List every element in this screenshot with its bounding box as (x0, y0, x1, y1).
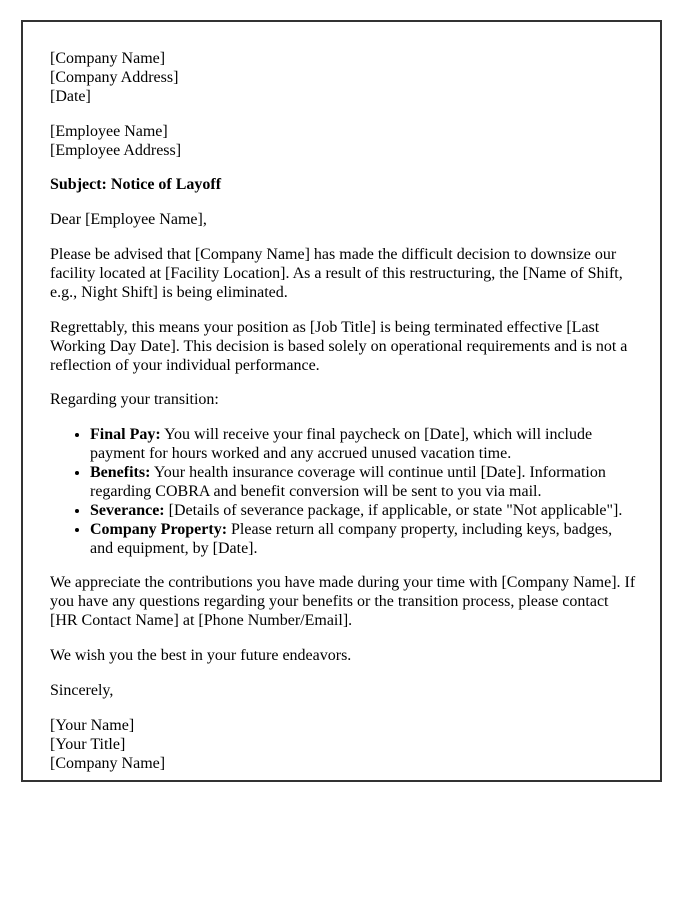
sender-block (50, 50, 638, 107)
signature-your-name: [Your Name] (50, 716, 135, 734)
list-item-benefits (90, 464, 638, 502)
recipient-block (50, 123, 638, 161)
paragraph-transition-intro: Regarding your transition: (50, 391, 219, 409)
paragraph-appreciation: We appreciate the contributions you have made during your time with [Company Name]. If you have any questions regarding your benefits or the transition process, please contact [HR Contact Name] at [Phone Number/Email]. (50, 574, 636, 630)
recipient-employee-address: [Employee Address] (50, 141, 182, 159)
list-item-company-property (90, 521, 638, 559)
list-item-text: Your health insurance coverage will continue until [Date]. Information regarding COBRA and benefit conversion will be sent to you via mail. (90, 464, 606, 500)
signature-block (50, 717, 638, 774)
signature-your-title: [Your Title] (50, 735, 126, 753)
list-item-text: You will receive your final paycheck on [Date], which will include payment for hours worked and any accrued unused vacation time. (90, 426, 593, 463)
list-item-text: Please return all company property, including keys, badges, and equipment, by [Date]. (90, 520, 613, 557)
signoff: Sincerely, (50, 681, 114, 699)
letter-page (21, 20, 662, 782)
transition-list (50, 426, 638, 558)
recipient-employee-name: [Employee Name] (50, 122, 168, 140)
sender-company-address: [Company Address] (50, 68, 179, 86)
list-item-label: Final Pay: (90, 426, 161, 444)
paragraph-termination: Regrettably, this means your position as [Job Title] is being terminated effective [Last Working Day Date]. This decision is based solely on operational requirements and is not a reflection of your individual performance. (50, 318, 628, 374)
signature-company-name: [Company Name] (50, 754, 166, 772)
list-item-severance (90, 502, 638, 521)
list-item-label: Benefits: (90, 464, 151, 481)
list-item-text: [Details of severance package, if applicable, or state "Not applicable"]. (164, 501, 623, 519)
paragraph-wishes: We wish you the best in your future endeavors. (50, 647, 352, 664)
letter-date: [Date] (50, 87, 91, 105)
list-item-label: Company Property: (90, 520, 228, 538)
list-item-final-pay (90, 426, 638, 464)
salutation: Dear [Employee Name], (50, 211, 207, 229)
list-item-label: Severance: (90, 501, 165, 519)
subject-line: Subject: Notice of Layoff (50, 176, 222, 194)
sender-company-name: [Company Name] (50, 50, 166, 67)
paragraph-downsize: Please be advised that [Company Name] has made the difficult decision to downsize our facility located at [Facility Location]. As a result of this restructuring, the [Name of Shift, e.g., Night Shift] is being eliminated. (50, 246, 623, 301)
